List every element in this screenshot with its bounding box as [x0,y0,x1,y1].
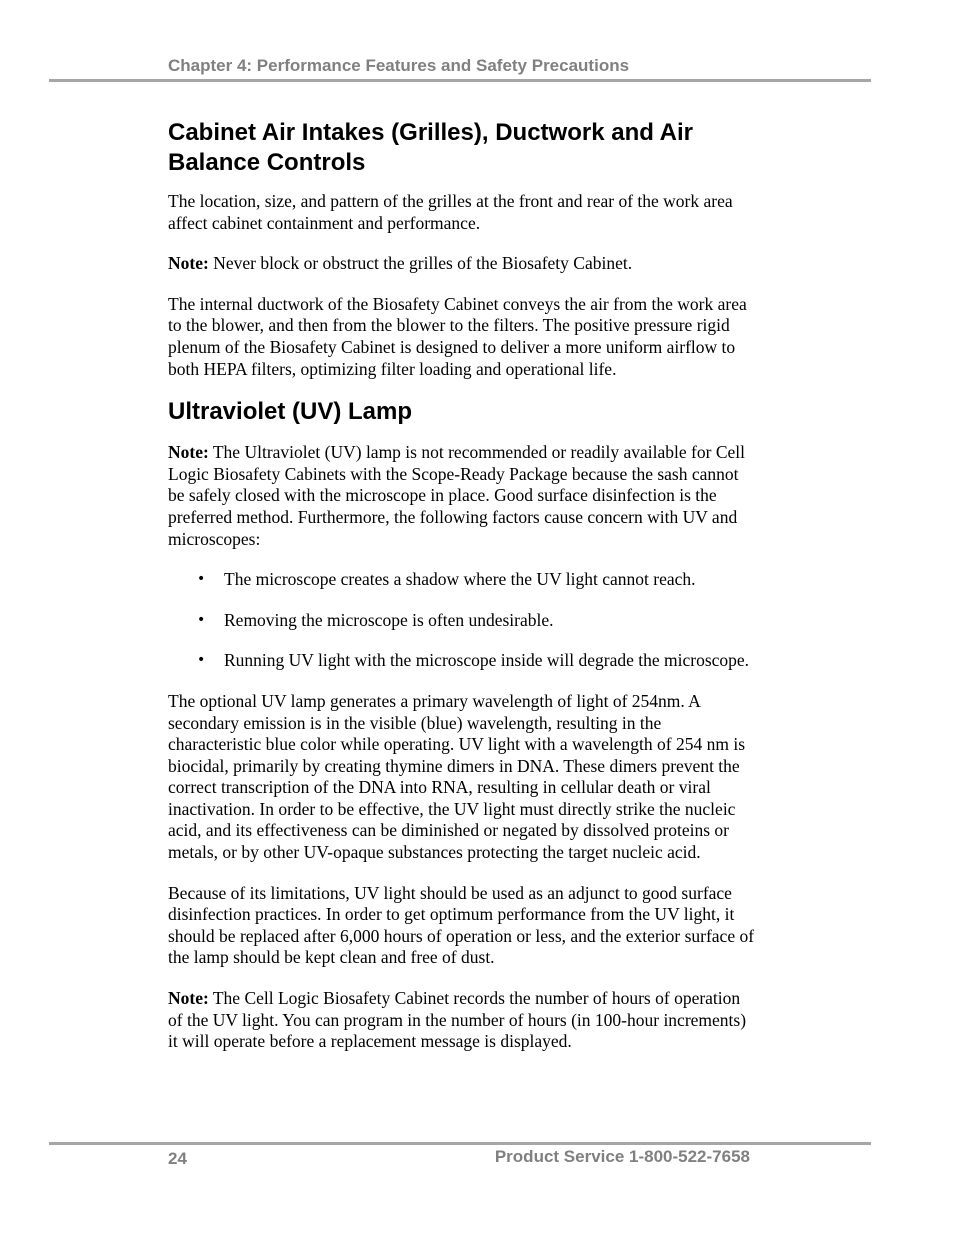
bullet-icon: • [197,611,206,628]
list-item [168,610,758,632]
list-item-text: Removing the microscope is often undesirable. [224,609,554,630]
paragraph-uv-limitations: Because of its limitations, UV light should be used as an adjunct to good surface disinfection practices. In order to get optimum performance from the UV light, it should be replaced after 6,000 hours of operation or less, and the exterior surface of the lamp should be kept clean and free of dust. [168,882,755,968]
note-text: The Ultraviolet (UV) lamp is not recommended or readily available for Cell Logic Biosafety Cabinets with the Scope-Ready Package because the sash cannot be safely closed with the microscope in place. Good surface disinfection is the preferred method. Furthermore, the following factors cause concern with UV and microscopes: [168,442,745,549]
heading-line-1: Cabinet Air Intakes (Grilles), Ductwork and Air [168,119,693,146]
running-header: Chapter 4: Performance Features and Safety Precautions [168,56,630,75]
bullet-icon: • [197,652,206,669]
note-label: Note: [168,442,209,463]
header-rule [49,79,871,82]
list-item-text: The microscope creates a shadow where the UV light cannot reach. [224,569,696,590]
paragraph-grilles: The location, size, and pattern of the grilles at the front and rear of the work area affect cabinet containment and performance. [168,191,733,233]
note-uv-hours [168,988,758,1053]
section-heading-cabinet-air-intakes [168,118,758,178]
list-item-text: Running UV light with the microscope inside will degrade the microscope. [224,650,750,671]
list-item [168,569,758,591]
note-uv-scope-ready [168,442,758,550]
page-number: 24 [168,1149,187,1168]
product-service-phone: Product Service 1-800-522-7658 [494,1147,750,1166]
note-text: Never block or obstruct the grilles of the Biosafety Cabinet. [208,253,633,274]
heading-line-2: Balance Controls [168,149,366,176]
page-content [168,118,758,1072]
list-item [168,650,758,672]
bullet-icon: • [197,571,206,588]
note-grilles [168,253,758,275]
footer-rule [49,1142,871,1145]
paragraph-uv-wavelength: The optional UV lamp generates a primary wavelength of light of 254nm. A secondary emission is in the visible (blue) wavelength, resulting in the characteristic blue color while operating. UV light with a wavelength of 254 nm is biocidal, primarily by creating thymine dimers in DNA. These dimers prevent the correct transcription of the DNA into RNA, resulting in cellular death or viral inactivation. In order to be effective, the UV light must directly strike the nucleic acid, and its effectiveness can be diminished or negated by dissolved proteins or metals, or by other UV-opaque substances protecting the target nucleic acid. [168,690,746,863]
note-text: The Cell Logic Biosafety Cabinet records the number of hours of operation of the UV light. You can program in the number of hours (in 100-hour increments) it will operate before a replacement message is displayed. [168,988,747,1052]
section-heading-uv-lamp: Ultraviolet (UV) Lamp [168,398,413,426]
note-label: Note: [168,253,209,274]
note-label: Note: [168,988,209,1009]
paragraph-ductwork: The internal ductwork of the Biosafety Cabinet conveys the air from the work area to the blower, and then from the blower to the filters. The positive pressure rigid plenum of the Biosafety Cabinet is designed to deliver a more uniform airflow to both HEPA filters, optimizing filter loading and operational life. [168,293,747,379]
uv-concerns-list [168,569,758,672]
